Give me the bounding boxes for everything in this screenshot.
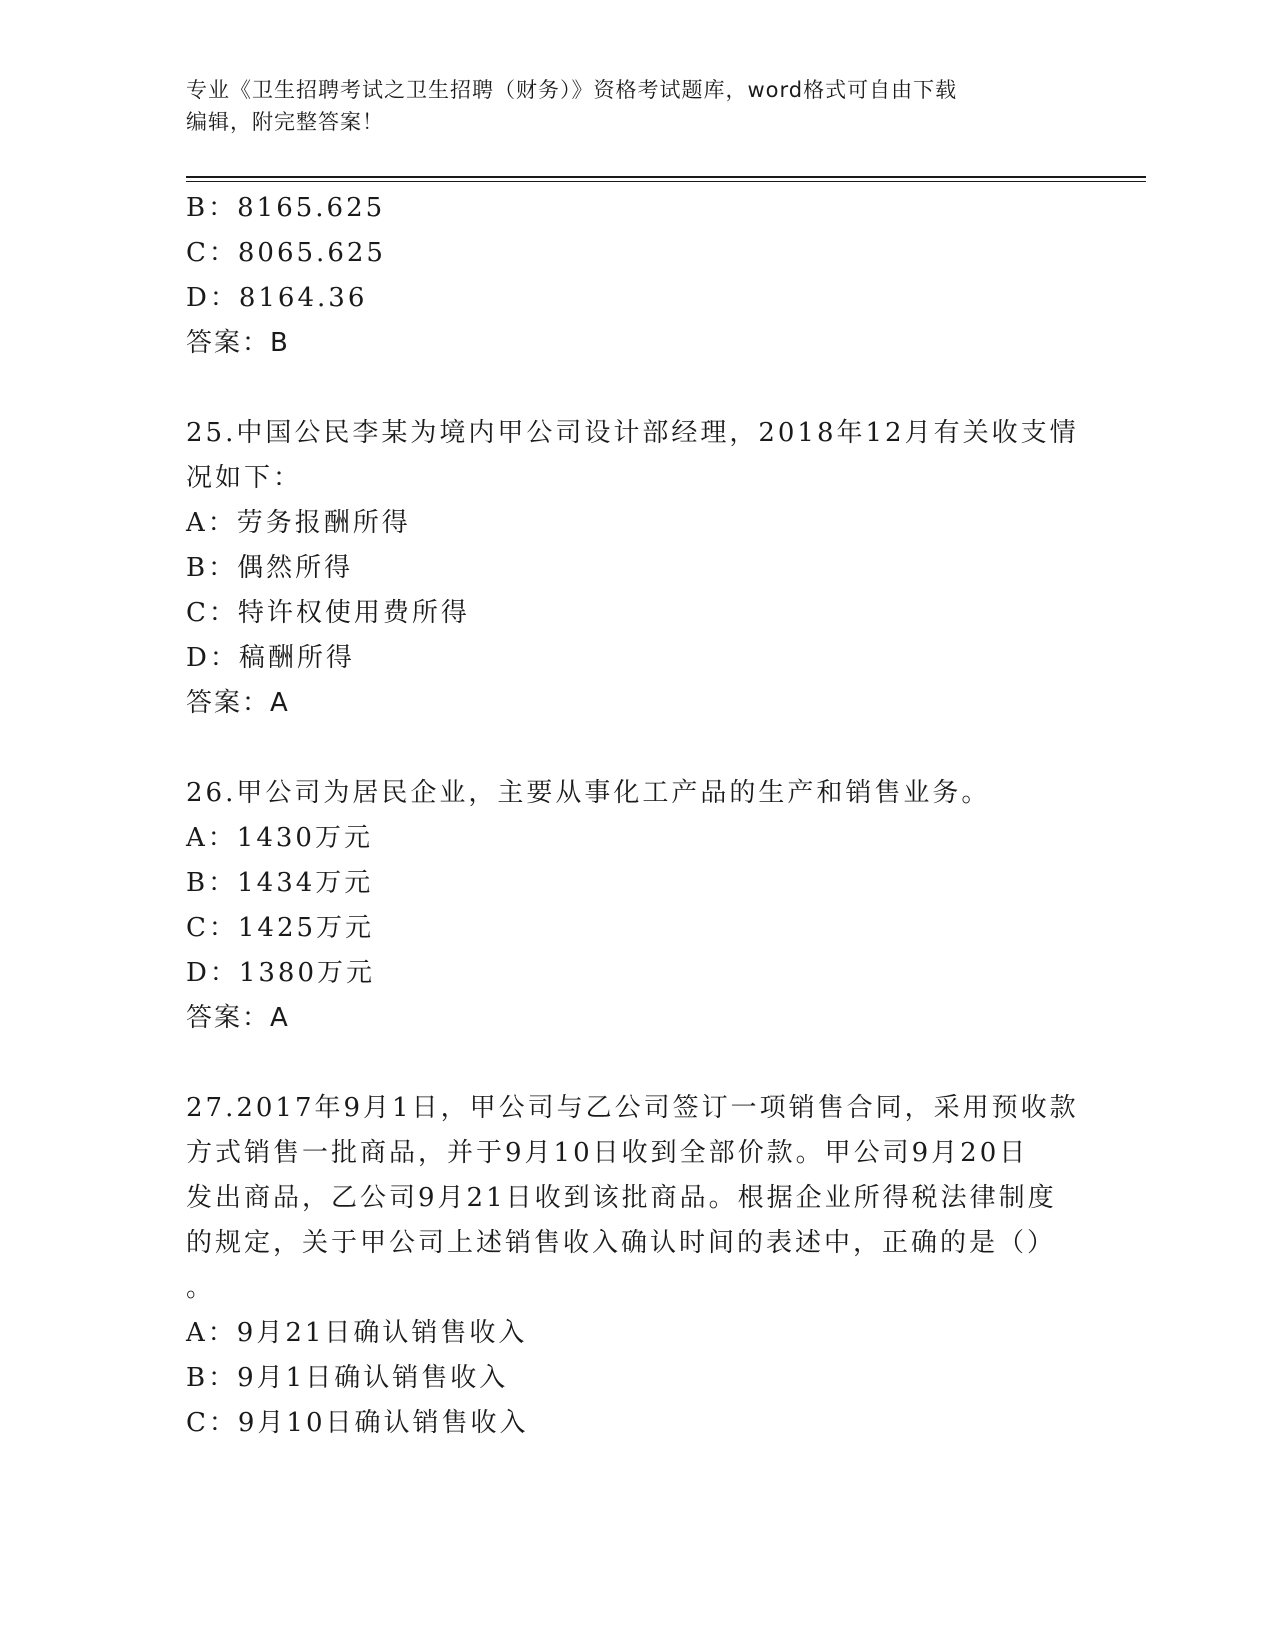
question-stem-line: 况如下：: [186, 463, 303, 493]
option-a: A：劳务报酬所得: [186, 508, 411, 538]
document-header: [186, 74, 1066, 138]
option-d: D：稿酬所得: [186, 643, 355, 673]
document-page: [186, 0, 1146, 1650]
question-25: [186, 411, 1086, 726]
question-26: [186, 771, 1086, 1041]
answer: 答案：A: [186, 1003, 290, 1033]
question-stem-line: 方式销售一批商品，并于9月10日收到全部价款。甲公司9月20日: [186, 1138, 1029, 1168]
option-a: A：9月21日确认销售收入: [186, 1318, 528, 1348]
option-a: A：1430万元: [186, 823, 373, 853]
option-b: B：偶然所得: [186, 553, 354, 583]
question-27: [186, 1086, 1086, 1446]
question-stem-line: 的规定，关于甲公司上述销售收入确认时间的表述中，正确的是（）: [186, 1228, 1057, 1258]
option-b: B：1434万元: [186, 868, 374, 898]
spacer: [186, 366, 1086, 411]
question-stem-line: 25.中国公民李某为境内甲公司设计部经理，2018年12月有关收支情: [186, 418, 1079, 448]
question-stem-line: 。: [186, 1273, 216, 1303]
option-b: B：9月1日确认销售收入: [186, 1363, 509, 1393]
option-c: C：1425万元: [186, 913, 375, 943]
question-stem-line: 发出商品，乙公司9月21日收到该批商品。根据企业所得税法律制度: [186, 1183, 1057, 1213]
spacer: [186, 726, 1086, 771]
option-c: C：特许权使用费所得: [186, 598, 470, 628]
header-line-2: 编辑，附完整答案！: [186, 110, 384, 134]
question-stem-line: 27.2017年9月1日，甲公司与乙公司签订一项销售合同，采用预收款: [186, 1093, 1079, 1123]
document-body: [186, 186, 1086, 1446]
option-c: C：9月10日确认销售收入: [186, 1408, 529, 1438]
header-divider: [186, 176, 1146, 182]
answer: 答案：B: [186, 328, 290, 358]
option-c: C：8065.625: [186, 238, 386, 268]
header-line-1: 专业《卫生招聘考试之卫生招聘（财务）》资格考试题库，word格式可自由下载: [186, 78, 958, 102]
option-d: D：8164.36: [186, 283, 368, 313]
question-24-tail: [186, 186, 1086, 366]
answer: 答案：A: [186, 688, 290, 718]
option-d: D：1380万元: [186, 958, 376, 988]
spacer: [186, 1041, 1086, 1086]
option-b: B：8165.625: [186, 193, 386, 223]
question-stem-line: 26.甲公司为居民企业，主要从事化工产品的生产和销售业务。: [186, 778, 991, 808]
